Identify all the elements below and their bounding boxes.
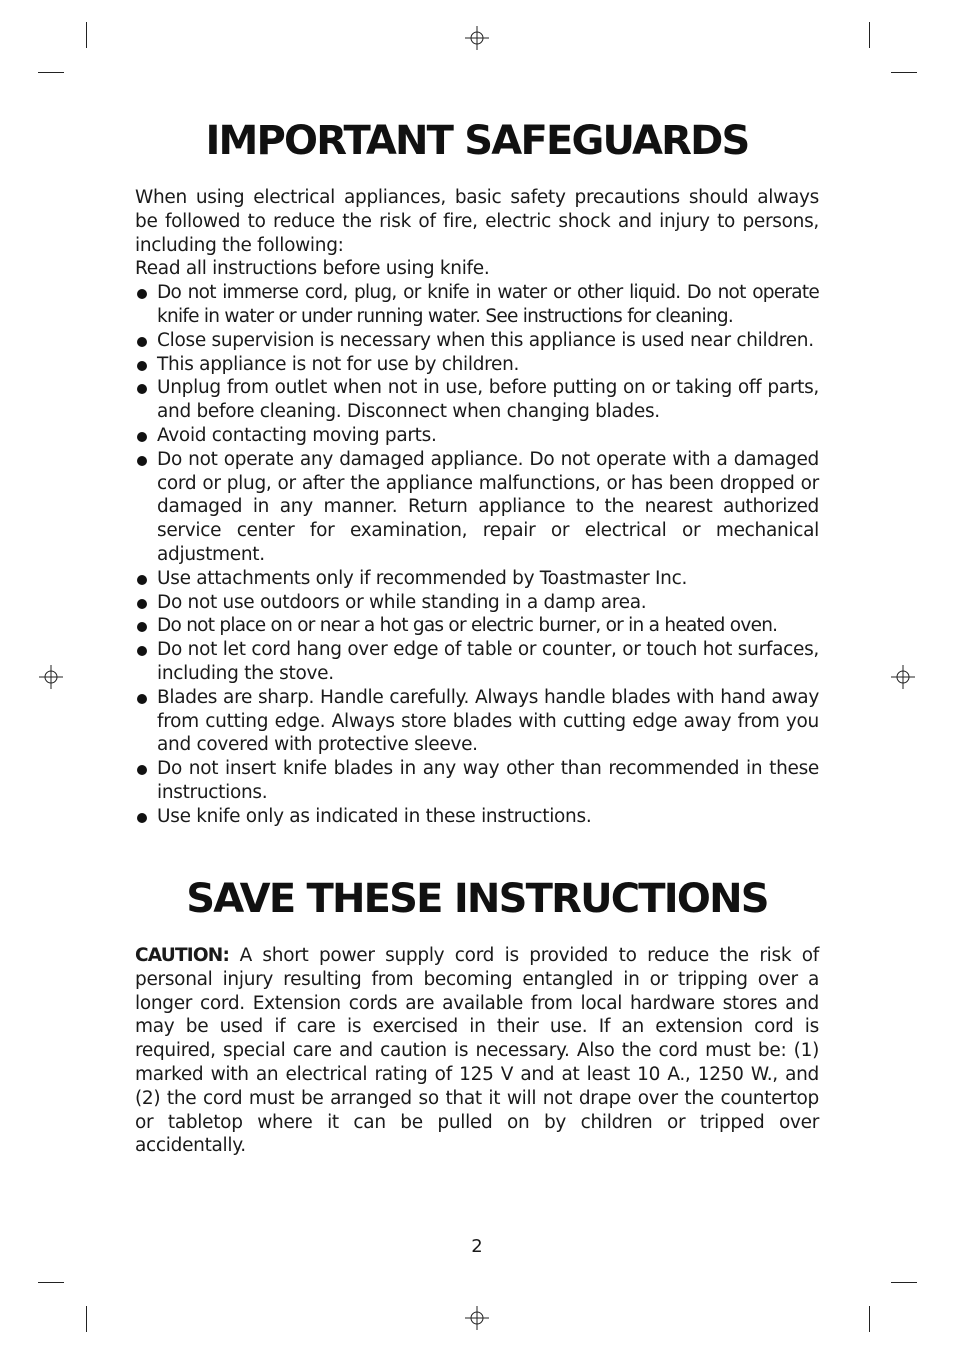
bullet-icon (137, 384, 147, 394)
crop-mark (86, 22, 87, 48)
registration-mark-icon (39, 665, 63, 689)
bullet-icon (137, 575, 147, 585)
read-instructions-line: Read all instructions before using knife. (135, 258, 490, 280)
intro-paragraph: When using electrical appliances, basic safety precautions should always be followed to reduce the risk of fire, electric shock and injury to persons, including the following: (135, 187, 819, 256)
registration-mark-icon (465, 26, 489, 50)
caution-section (135, 944, 819, 1158)
registration-mark-icon (891, 665, 915, 689)
list-item: Unplug from outlet when not in use, before putting on or taking off parts, and before cleaning. Disconnect when changing blades. (135, 376, 819, 424)
list-item: This appliance is not for use by children. (135, 353, 819, 377)
crop-mark (869, 22, 870, 48)
caution-text: A short power supply cord is provided to reduce the risk of personal injury resulting from becoming entangled in or tripping over a longer cord. Extension cords are available from local hardware stores and may be used if care is exercised in their use. If an extension cord is required, special care and caution is necessary. Also the cord must be: (1) marked with an electrical rating of 125 V and at least 10 A., 1250 W., and (2) the cord must be arranged so that it will not drape over the countertop or tabletop where it can be pulled on by children or tripped over accidentally. (135, 945, 819, 1157)
list-item: Do not place on or near a hot gas or electric burner, or in a heated oven. (135, 614, 819, 638)
page-number: 2 (471, 1236, 483, 1257)
bullet-icon (137, 765, 147, 775)
safeguards-list (135, 281, 819, 828)
list-item: Avoid contacting moving parts. (135, 424, 819, 448)
bullet-icon (137, 646, 147, 656)
bullet-icon (137, 622, 147, 632)
list-item: Use knife only as indicated in these instructions. (135, 805, 819, 829)
list-item: Do not let cord hang over edge of table or counter, or touch hot surfaces, including the stove. (135, 638, 819, 686)
bullet-icon (137, 813, 147, 823)
crop-mark (891, 1282, 917, 1283)
important-safeguards-heading: IMPORTANT SAFEGUARDS (205, 118, 749, 164)
bullet-icon (137, 289, 147, 299)
bullet-icon (137, 599, 147, 609)
bullet-icon (137, 694, 147, 704)
save-instructions-heading: SAVE THESE INSTRUCTIONS (186, 876, 768, 922)
list-item: Close supervision is necessary when this appliance is used near children. (135, 329, 819, 353)
bullet-icon (137, 432, 147, 442)
list-item: Use attachments only if recommended by Toastmaster Inc. (135, 567, 819, 591)
list-item: Do not use outdoors or while standing in a damp area. (135, 591, 819, 615)
bullet-icon (137, 361, 147, 371)
bullet-icon (137, 456, 147, 466)
crop-mark (869, 1306, 870, 1332)
safeguards-section (135, 186, 819, 829)
list-item: Do not operate any damaged appliance. Do not operate with a damaged cord or plug, or after the appliance malfunctions, or has been dropped or damaged in any manner. Return appliance to the nearest authorized service center for examination, repair or electrical or mechanical adjustment. (135, 448, 819, 567)
crop-mark (86, 1306, 87, 1332)
list-item: Do not immerse cord, plug, or knife in water or other liquid. Do not operate knife in water or under running water. See instructions for cleaning. (135, 281, 819, 329)
list-item: Do not insert knife blades in any way other than recommended in these instructions. (135, 757, 819, 805)
crop-mark (38, 1282, 64, 1283)
bullet-icon (137, 337, 147, 347)
caution-label: CAUTION: (135, 945, 230, 966)
crop-mark (38, 72, 64, 73)
registration-mark-icon (465, 1306, 489, 1330)
crop-mark (891, 72, 917, 73)
list-item: Blades are sharp. Handle carefully. Always handle blades with hand away from cutting edge. Always store blades with cutting edge away from you and covered with protective sleeve. (135, 686, 819, 757)
